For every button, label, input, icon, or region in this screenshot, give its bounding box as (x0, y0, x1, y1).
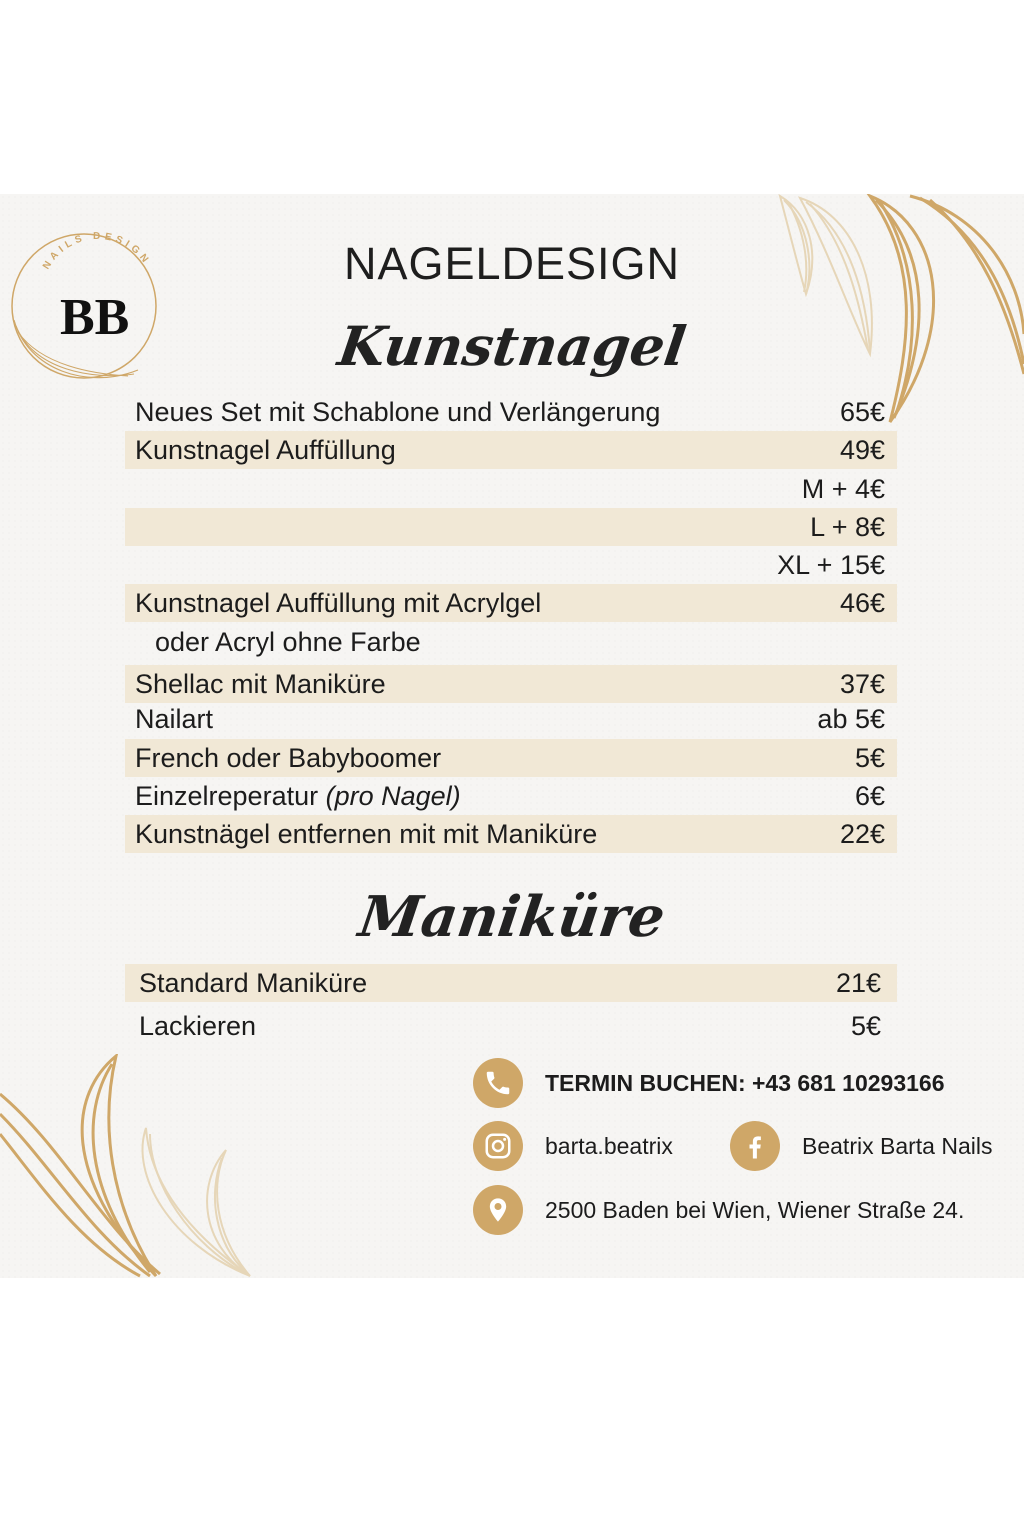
contact-facebook[interactable] (730, 1121, 992, 1171)
service-name: Nailart (135, 703, 214, 734)
price-list-poster (0, 194, 1024, 1278)
service-name: French oder Babyboomer (135, 742, 442, 773)
section-heading-manikuere: Maniküre (354, 884, 670, 950)
price-row (125, 739, 897, 777)
leaf-decoration-bottom-left-icon (0, 1054, 260, 1278)
service-price: 21€ (835, 967, 881, 998)
service-name: oder Acryl ohne Farbe (155, 626, 421, 657)
booking-phone-text: TERMIN BUCHEN: +43 681 10293166 (545, 1069, 945, 1096)
facebook-page-name: Beatrix Barta Nails (802, 1132, 993, 1159)
price-row-size-l (125, 508, 897, 546)
price-row (125, 964, 897, 1002)
facebook-icon (730, 1121, 780, 1171)
service-name: Kunstnägel entfernen mit mit Maniküre (135, 818, 598, 849)
price-row-continuation (125, 623, 897, 661)
price-row-size-xl (125, 546, 897, 584)
phone-icon (473, 1058, 523, 1108)
price-row (125, 431, 897, 469)
service-price: L + 8€ (810, 511, 885, 542)
location-pin-icon (473, 1185, 523, 1235)
service-price: 6€ (854, 780, 885, 811)
leaf-decoration-top-right-icon (770, 194, 1024, 424)
contact-instagram[interactable] (473, 1121, 673, 1171)
service-price: XL + 15€ (777, 549, 885, 580)
service-name: Einzelreperatur (pro Nagel) (135, 780, 461, 811)
service-price: 22€ (839, 818, 885, 849)
service-name: Lackieren (139, 1010, 257, 1041)
section-heading-kunstnagel: Kunstnagel (334, 314, 690, 378)
service-name: Kunstnagel Auffüllung (135, 434, 396, 465)
service-price: 65€ (839, 396, 885, 427)
service-name: Neues Set mit Schablone und Verlängerung (135, 396, 661, 427)
service-name: Standard Maniküre (139, 967, 368, 998)
price-row (125, 815, 897, 853)
service-price: ab 5€ (817, 703, 885, 734)
price-row (125, 393, 897, 431)
page-title: NAGELDESIGN (343, 238, 681, 289)
address-text: 2500 Baden bei Wien, Wiener Straße 24. (545, 1196, 965, 1223)
instagram-handle: barta.beatrix (545, 1132, 673, 1159)
svg-text:BB: BB (60, 289, 130, 346)
contact-phone[interactable] (473, 1058, 945, 1108)
service-name: Shellac mit Maniküre (135, 668, 386, 699)
svg-text:NAILS DESIGN: NAILS DESIGN (40, 231, 153, 272)
service-price: M + 4€ (801, 473, 885, 504)
service-price: 46€ (839, 587, 885, 618)
price-row-size-m (125, 470, 897, 508)
price-row (125, 584, 897, 622)
price-row (125, 665, 897, 703)
price-row (125, 777, 897, 815)
price-row (125, 1007, 897, 1045)
service-price: 5€ (850, 1010, 881, 1041)
service-name: Kunstnagel Auffüllung mit Acrylgel (135, 587, 542, 618)
service-price: 5€ (854, 742, 885, 773)
service-price: 49€ (839, 434, 885, 465)
service-note: (pro Nagel) (325, 780, 461, 811)
service-price: 37€ (839, 668, 885, 699)
price-row (125, 700, 897, 738)
instagram-icon (473, 1121, 523, 1171)
contact-address[interactable] (473, 1185, 964, 1235)
